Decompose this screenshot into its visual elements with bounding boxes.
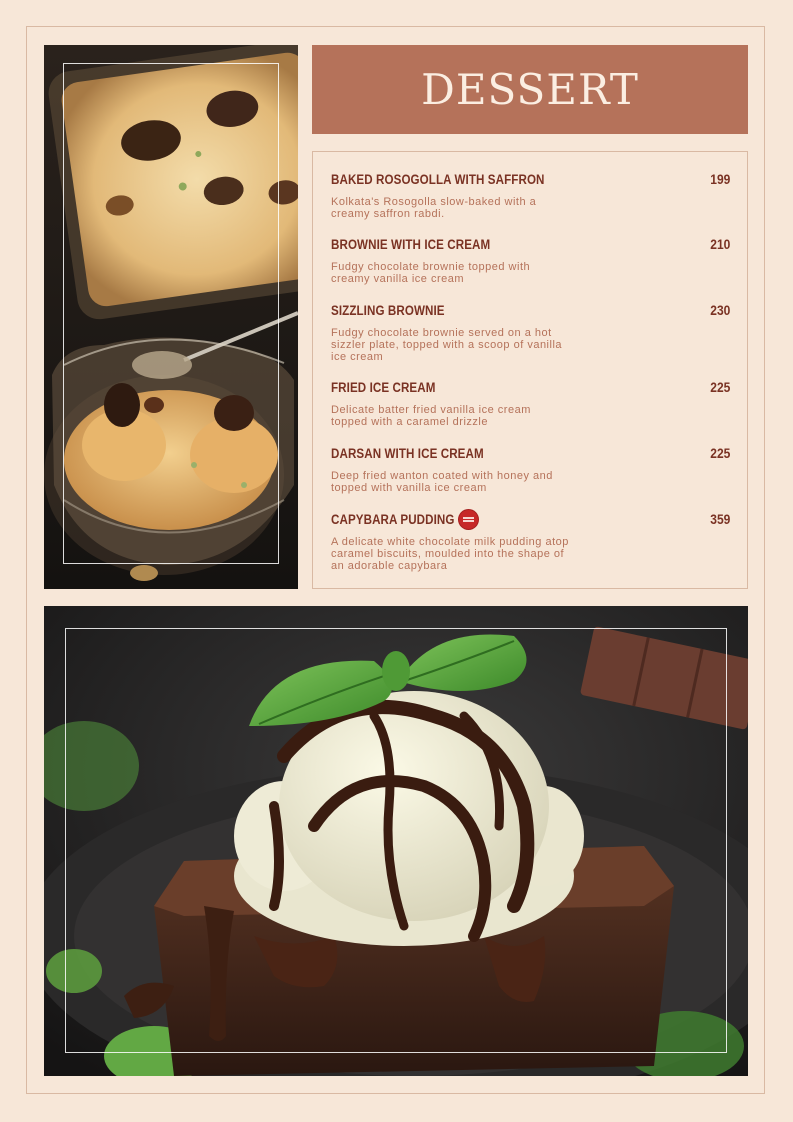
menu-list [312, 151, 748, 589]
menu-item [331, 302, 730, 363]
item-name: DARSAN WITH ICE CREAM [331, 446, 484, 461]
photo-inner-frame [63, 63, 279, 564]
menu-item [331, 445, 730, 494]
new-item-badge-icon [459, 510, 478, 529]
item-name: FRIED ICE CREAM [331, 380, 436, 395]
item-price: 359 [709, 511, 730, 527]
photo-inner-frame [65, 628, 727, 1053]
brownie-photo [44, 606, 748, 1076]
rosogolla-photo [44, 45, 298, 589]
item-price: 210 [709, 236, 730, 252]
item-description: Kolkata's Rosogolla slow-baked with a creamy saffron rabdi. [331, 196, 537, 220]
menu-item [331, 511, 730, 572]
item-price: 225 [709, 379, 730, 395]
item-name: BAKED ROSOGOLLA WITH SAFFRON [331, 172, 545, 187]
item-name: CAPYBARA PUDDING [331, 512, 455, 527]
item-description: Delicate batter fried vanilla ice cream topped with a caramel drizzle [331, 404, 531, 428]
item-description: Fudgy chocolate brownie topped with creamy vanilla ice cream [331, 261, 531, 285]
title-band [312, 45, 748, 134]
menu-item [331, 379, 730, 428]
item-price: 225 [709, 445, 730, 461]
item-name: BROWNIE WITH ICE CREAM [331, 237, 491, 252]
item-description: A delicate white chocolate milk pudding atop caramel biscuits, moulded into the shape of an adorable capybara [331, 536, 569, 572]
page-title: DESSERT [421, 65, 639, 114]
menu-item [331, 171, 730, 220]
item-description: Deep fried wanton coated with honey and topped with vanilla ice cream [331, 470, 553, 494]
menu-item [331, 236, 730, 285]
item-name: SIZZLING BROWNIE [331, 303, 445, 318]
item-description: Fudgy chocolate brownie served on a hot sizzler plate, topped with a scoop of vanilla ice cream [331, 327, 563, 363]
item-price: 199 [709, 171, 730, 187]
item-price: 230 [709, 302, 730, 318]
